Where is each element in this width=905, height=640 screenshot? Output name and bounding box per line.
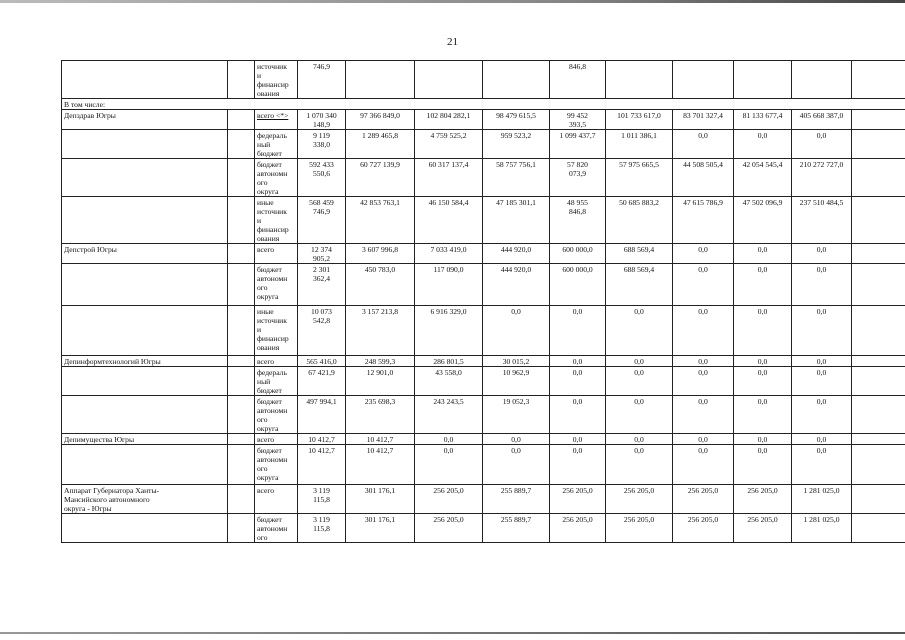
value-cell: 444 920,0 <box>483 244 550 264</box>
value-cell <box>606 61 673 99</box>
value-cell: 0,0 <box>550 396 606 434</box>
table-row <box>62 514 905 543</box>
value-cell: 0,0 <box>734 130 792 159</box>
value-cell: 497 994,1 <box>298 396 346 434</box>
org-name-cell <box>62 514 228 543</box>
value-cell: 255 889,7 <box>483 485 550 514</box>
value-cell: 0,0 <box>792 356 852 367</box>
value-cell: 0,0 <box>606 367 673 396</box>
blank-cell <box>228 61 255 99</box>
value-cell: 255 889,7 <box>483 514 550 543</box>
value-cell: 0,0 <box>673 130 734 159</box>
blank-cell <box>852 130 905 159</box>
table-heading-row <box>62 99 905 110</box>
blank-cell <box>852 61 905 99</box>
value-cell: 0,0 <box>792 306 852 356</box>
value-cell: 235 698,3 <box>346 396 415 434</box>
value-cell: 688 569,4 <box>606 244 673 264</box>
value-cell: 248 599,3 <box>346 356 415 367</box>
value-cell: 3 119 115,8 <box>298 485 346 514</box>
value-cell: 256 205,0 <box>734 514 792 543</box>
funding-source-cell: всего <box>255 244 298 264</box>
value-cell: 0,0 <box>734 264 792 306</box>
value-cell: 746,9 <box>298 61 346 99</box>
value-cell <box>673 61 734 99</box>
value-cell: 98 479 615,5 <box>483 110 550 130</box>
table-row <box>62 356 905 367</box>
value-cell: 7 033 419,0 <box>415 244 483 264</box>
value-cell: 0,0 <box>792 130 852 159</box>
value-cell: 3 119 115,8 <box>298 514 346 543</box>
org-name-cell <box>62 159 228 197</box>
value-cell: 405 668 387,0 <box>792 110 852 130</box>
org-name-cell: Депстрой Югры <box>62 244 228 264</box>
blank-cell <box>228 356 255 367</box>
value-cell: 0,0 <box>792 445 852 485</box>
table-row <box>62 306 905 356</box>
blank-cell <box>228 130 255 159</box>
value-cell: 47 185 301,1 <box>483 197 550 244</box>
value-cell: 0,0 <box>483 445 550 485</box>
value-cell: 0,0 <box>673 367 734 396</box>
funding-source-cell: федераль ный бюджет <box>255 130 298 159</box>
value-cell: 0,0 <box>606 445 673 485</box>
value-cell: 0,0 <box>606 306 673 356</box>
value-cell: 0,0 <box>673 445 734 485</box>
funding-source-cell: бюджет автономн ого округа <box>255 396 298 434</box>
value-cell: 256 205,0 <box>415 485 483 514</box>
blank-cell <box>852 367 905 396</box>
funding-source-cell: бюджет автономн ого округа <box>255 264 298 306</box>
value-cell: 42 853 763,1 <box>346 197 415 244</box>
value-cell: 1 281 025,0 <box>792 514 852 543</box>
value-cell: 0,0 <box>792 264 852 306</box>
funding-source-cell: бюджет автономн ого округа <box>255 445 298 485</box>
org-name-cell <box>62 445 228 485</box>
value-cell: 9 119 338,0 <box>298 130 346 159</box>
value-cell: 256 205,0 <box>550 514 606 543</box>
blank-cell <box>852 197 905 244</box>
table-row <box>62 197 905 244</box>
org-name-cell <box>62 306 228 356</box>
value-cell: 10 412,7 <box>346 434 415 445</box>
budget-table <box>61 60 905 543</box>
value-cell: 286 801,5 <box>415 356 483 367</box>
blank-cell <box>228 159 255 197</box>
org-name-cell: Депздрав Югры <box>62 110 228 130</box>
org-name-cell <box>62 197 228 244</box>
value-cell: 0,0 <box>734 396 792 434</box>
value-cell: 1 070 340 148,9 <box>298 110 346 130</box>
blank-cell <box>852 110 905 130</box>
funding-source-cell: бюджет автономн ого <box>255 514 298 543</box>
value-cell: 592 433 550,6 <box>298 159 346 197</box>
value-cell: 0,0 <box>673 306 734 356</box>
blank-cell <box>852 244 905 264</box>
blank-cell <box>228 244 255 264</box>
value-cell: 688 569,4 <box>606 264 673 306</box>
blank-cell <box>228 396 255 434</box>
value-cell <box>346 61 415 99</box>
value-cell: 0,0 <box>734 244 792 264</box>
value-cell: 0,0 <box>673 396 734 434</box>
value-cell: 450 783,0 <box>346 264 415 306</box>
value-cell: 256 205,0 <box>415 514 483 543</box>
page-number: 21 <box>447 36 458 48</box>
blank-cell <box>852 514 905 543</box>
funding-source-cell: иные источник и финансир ования <box>255 197 298 244</box>
table-row <box>62 264 905 306</box>
blank-cell <box>228 445 255 485</box>
value-cell: 243 243,5 <box>415 396 483 434</box>
value-cell: 60 727 139,9 <box>346 159 415 197</box>
blank-cell <box>228 514 255 543</box>
value-cell: 81 133 677,4 <box>734 110 792 130</box>
value-cell: 47 502 096,9 <box>734 197 792 244</box>
table-row <box>62 159 905 197</box>
value-cell: 1 099 437,7 <box>550 130 606 159</box>
value-cell: 44 508 505,4 <box>673 159 734 197</box>
value-cell: 0,0 <box>415 445 483 485</box>
value-cell: 256 205,0 <box>673 485 734 514</box>
value-cell: 46 150 584,4 <box>415 197 483 244</box>
blank-cell <box>852 159 905 197</box>
value-cell: 48 955 846,8 <box>550 197 606 244</box>
value-cell <box>792 61 852 99</box>
value-cell: 42 054 545,4 <box>734 159 792 197</box>
value-cell: 1 281 025,0 <box>792 485 852 514</box>
value-cell: 3 157 213,8 <box>346 306 415 356</box>
value-cell <box>483 61 550 99</box>
value-cell: 10 412,7 <box>298 434 346 445</box>
value-cell: 846,8 <box>550 61 606 99</box>
blank-cell <box>228 485 255 514</box>
funding-source-cell: всего <box>255 434 298 445</box>
table-row <box>62 396 905 434</box>
table-row <box>62 445 905 485</box>
blank-cell <box>228 110 255 130</box>
value-cell: 10 412,7 <box>346 445 415 485</box>
blank-cell <box>852 434 905 445</box>
blank-cell <box>228 197 255 244</box>
value-cell: 0,0 <box>606 434 673 445</box>
value-cell: 301 176,1 <box>346 514 415 543</box>
value-cell: 10 412,7 <box>298 445 346 485</box>
org-name-cell <box>62 264 228 306</box>
table-row <box>62 110 905 130</box>
value-cell: 102 804 282,1 <box>415 110 483 130</box>
funding-source-cell: источник и финансир ования <box>255 61 298 99</box>
value-cell: 67 421,9 <box>298 367 346 396</box>
value-cell: 0,0 <box>734 445 792 485</box>
value-cell: 47 615 786,9 <box>673 197 734 244</box>
value-cell: 10 073 542,8 <box>298 306 346 356</box>
value-cell: 0,0 <box>550 445 606 485</box>
value-cell: 4 759 525,2 <box>415 130 483 159</box>
value-cell: 1 011 386,1 <box>606 130 673 159</box>
value-cell: 0,0 <box>483 434 550 445</box>
value-cell: 256 205,0 <box>673 514 734 543</box>
value-cell: 301 176,1 <box>346 485 415 514</box>
value-cell: 0,0 <box>734 306 792 356</box>
blank-cell <box>852 396 905 434</box>
value-cell: 12 374 905,2 <box>298 244 346 264</box>
value-cell: 256 205,0 <box>606 485 673 514</box>
value-cell: 0,0 <box>606 396 673 434</box>
value-cell: 0,0 <box>673 434 734 445</box>
value-cell: 0,0 <box>673 356 734 367</box>
funding-source-cell: всего <box>255 356 298 367</box>
value-cell: 444 920,0 <box>483 264 550 306</box>
value-cell: 0,0 <box>550 306 606 356</box>
value-cell: 10 962,9 <box>483 367 550 396</box>
value-cell: 3 607 996,8 <box>346 244 415 264</box>
table-row <box>62 130 905 159</box>
org-name-cell: Аппарат Губернатора Ханты- Мансийского автономного округа - Югры <box>62 485 228 514</box>
value-cell: 0,0 <box>792 396 852 434</box>
blank-cell <box>228 434 255 445</box>
value-cell: 0,0 <box>606 356 673 367</box>
value-cell: 0,0 <box>673 264 734 306</box>
value-cell: 60 317 137,4 <box>415 159 483 197</box>
value-cell: 83 701 327,4 <box>673 110 734 130</box>
funding-source-cell: федераль ный бюджет <box>255 367 298 396</box>
value-cell: 0,0 <box>550 356 606 367</box>
value-cell: 99 452 393,5 <box>550 110 606 130</box>
value-cell: 101 733 617,0 <box>606 110 673 130</box>
value-cell: 0,0 <box>673 244 734 264</box>
value-cell: 600 000,0 <box>550 264 606 306</box>
value-cell: 0,0 <box>734 367 792 396</box>
blank-cell <box>228 306 255 356</box>
value-cell: 97 366 849,0 <box>346 110 415 130</box>
value-cell: 0,0 <box>483 306 550 356</box>
value-cell: 256 205,0 <box>606 514 673 543</box>
value-cell: 2 301 362,4 <box>298 264 346 306</box>
table-row <box>62 244 905 264</box>
value-cell: 57 820 073,9 <box>550 159 606 197</box>
org-name-cell: Депинформтехнологий Югры <box>62 356 228 367</box>
value-cell: 57 975 665,5 <box>606 159 673 197</box>
value-cell: 0,0 <box>415 434 483 445</box>
value-cell <box>734 61 792 99</box>
funding-source-cell: всего <box>255 485 298 514</box>
funding-source-cell: бюджет автономн ого округа <box>255 159 298 197</box>
value-cell: 117 090,0 <box>415 264 483 306</box>
value-cell: 0,0 <box>792 367 852 396</box>
org-name-cell <box>62 61 228 99</box>
value-cell: 12 901,0 <box>346 367 415 396</box>
blank-cell <box>228 264 255 306</box>
value-cell: 6 916 329,0 <box>415 306 483 356</box>
value-cell: 237 510 484,5 <box>792 197 852 244</box>
value-cell <box>415 61 483 99</box>
value-cell: 0,0 <box>792 244 852 264</box>
org-name-cell: Депимущества Югры <box>62 434 228 445</box>
table-row <box>62 485 905 514</box>
scan-bottom-edge <box>0 632 905 634</box>
blank-cell <box>852 445 905 485</box>
value-cell: 0,0 <box>550 367 606 396</box>
scan-top-edge <box>0 0 905 3</box>
table-row <box>62 61 905 99</box>
org-name-cell <box>62 396 228 434</box>
value-cell: 43 558,0 <box>415 367 483 396</box>
value-cell: 1 289 465,8 <box>346 130 415 159</box>
table-row <box>62 434 905 445</box>
blank-cell <box>852 356 905 367</box>
value-cell: 30 015,2 <box>483 356 550 367</box>
value-cell: 565 416,0 <box>298 356 346 367</box>
value-cell: 19 052,3 <box>483 396 550 434</box>
funding-source-cell: всего <*> <box>255 110 298 130</box>
value-cell: 58 757 756,1 <box>483 159 550 197</box>
blank-cell <box>228 367 255 396</box>
section-heading: В том числе: <box>62 99 905 110</box>
value-cell: 256 205,0 <box>550 485 606 514</box>
table-row <box>62 367 905 396</box>
value-cell: 0,0 <box>792 434 852 445</box>
blank-cell <box>852 264 905 306</box>
org-name-cell <box>62 130 228 159</box>
value-cell: 0,0 <box>550 434 606 445</box>
value-cell: 0,0 <box>734 434 792 445</box>
blank-cell <box>852 485 905 514</box>
funding-source-cell: иные источник и финансир ования <box>255 306 298 356</box>
value-cell: 568 459 746,9 <box>298 197 346 244</box>
value-cell: 256 205,0 <box>734 485 792 514</box>
org-name-cell <box>62 367 228 396</box>
value-cell: 210 272 727,0 <box>792 159 852 197</box>
value-cell: 959 523,2 <box>483 130 550 159</box>
value-cell: 0,0 <box>734 356 792 367</box>
value-cell: 50 685 883,2 <box>606 197 673 244</box>
value-cell: 600 000,0 <box>550 244 606 264</box>
blank-cell <box>852 306 905 356</box>
